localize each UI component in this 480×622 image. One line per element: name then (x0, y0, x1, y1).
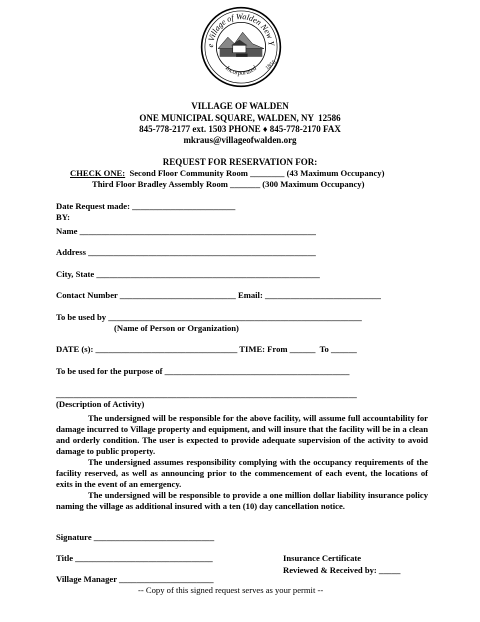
svg-text:1855: 1855 (264, 59, 278, 72)
reviewed-field[interactable]: Reviewed & Received by: _____ (283, 565, 401, 575)
village-manager-field[interactable]: Village Manager ______________________ (56, 574, 214, 584)
terms-paragraph-1: The undersigned will be responsible for the above facility, will assume full accountability for damage incurred to Village property and equipment, and will insure that the facility will be in a clean and orderly condition. The user is expected to provide adequate supervision of the activity to avoid damage to public property. (56, 413, 428, 456)
org-name: VILLAGE OF WALDEN (191, 101, 289, 111)
permit-footer: -- Copy of this signed request serves as your permit -- (138, 585, 324, 595)
org-email: mkraus@villageofwalden.org (183, 135, 297, 145)
svg-text:The Village of Walden New York: e Village of Walden New Y (206, 11, 276, 48)
option-bradley-room[interactable]: Third Floor Bradley Assembly Room _______ (300 Maximum Occupancy) (92, 179, 365, 189)
purpose-line-2[interactable]: ______________________________________________________________________ (56, 389, 357, 399)
form-title: REQUEST FOR RESERVATION FOR: (162, 157, 318, 167)
used-by-field[interactable]: To be used by ___________________________________________________________ (56, 312, 362, 322)
name-field[interactable]: Name _______________________________________________________ (56, 226, 316, 236)
terms-paragraph-3: The undersigned will be responsible to provide a one million dollar liability insurance policy naming the village as additional insured with a ten (10) day cancellation notice. (56, 490, 428, 511)
date-time-field[interactable]: DATE (s): _________________________________ TIME: From ______ To ______ (56, 344, 357, 354)
city-state-field[interactable]: City, State ____________________________________________________ (56, 269, 320, 279)
signature-field[interactable]: Signature ____________________________ (56, 532, 215, 542)
svg-text:Incorporated: Incorporated (223, 64, 259, 77)
insurance-label: Insurance Certificate (283, 553, 362, 563)
org-address: ONE MUNICIPAL SQUARE, WALDEN, NY 12586 (139, 113, 341, 123)
description-caption: (Description of Activity) (56, 399, 145, 409)
check-one-line (70, 169, 384, 178)
terms-paragraph-2: The undersigned assumes responsibility complying with the occupancy requirements of the facility reserved, as well as announcing prior to the commencement of each event, the locations of exits in the event of an emergency. (56, 457, 428, 489)
used-by-caption: (Name of Person or Organization) (114, 323, 239, 333)
terms-text (56, 413, 428, 512)
option-community-room[interactable]: Second Floor Community Room ________ (43 Maximum Occupancy) (125, 168, 385, 178)
address-field[interactable]: Address _____________________________________________________ (56, 247, 316, 257)
date-request-field[interactable]: Date Request made: ________________________ (56, 201, 236, 211)
contact-email-field[interactable]: Contact Number ___________________________ Email: ___________________________ (56, 290, 381, 300)
village-seal-logo (200, 6, 282, 88)
title-field[interactable]: Title ________________________________ (56, 553, 213, 563)
check-one-label: CHECK ONE: (70, 168, 126, 178)
org-phone: 845-778-2177 ext. 1503 PHONE ♦ 845-778-2170 FAX (139, 124, 341, 134)
purpose-field[interactable]: To be used for the purpose of ___________________________________________ (56, 366, 350, 376)
by-label: BY: (56, 212, 71, 222)
